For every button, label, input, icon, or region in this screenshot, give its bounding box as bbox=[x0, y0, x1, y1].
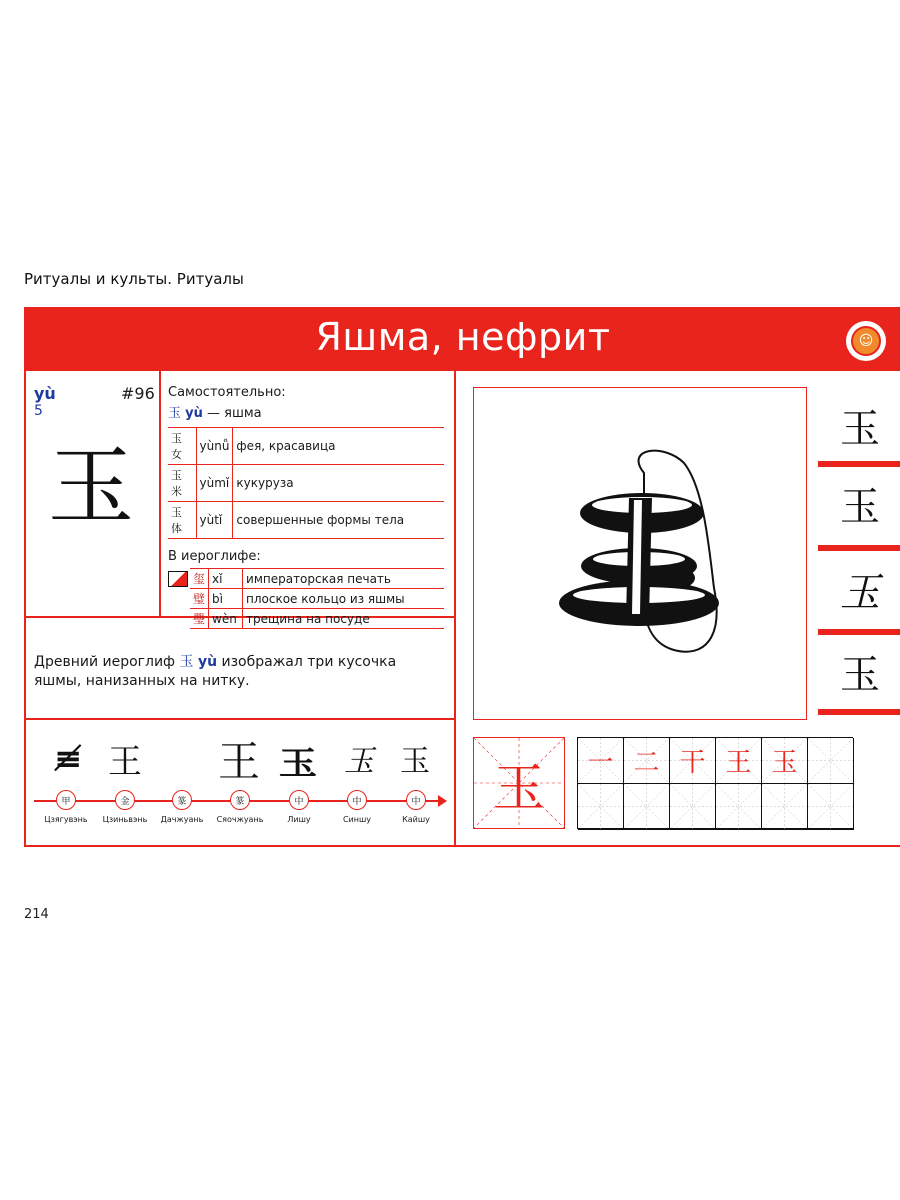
stroke-step: 玉 bbox=[771, 748, 798, 778]
word-pinyin: yùmǐ bbox=[196, 465, 233, 502]
table-row bbox=[168, 609, 444, 629]
evolution-dot-icon: 中 bbox=[406, 790, 426, 810]
practice-cell[interactable] bbox=[716, 738, 762, 784]
word-meaning: фея, красавица bbox=[233, 428, 444, 465]
vocabulary-key bbox=[168, 402, 448, 421]
evolution-glyph: 玉 bbox=[344, 744, 374, 779]
vocabulary-table bbox=[168, 427, 444, 539]
component-pinyin: wèn bbox=[209, 609, 243, 629]
word-meaning: кукуруза bbox=[233, 465, 444, 502]
script-char: 玉 bbox=[840, 652, 880, 698]
practice-cell[interactable] bbox=[762, 738, 808, 784]
practice-cell[interactable] bbox=[808, 738, 854, 784]
evolution-glyph: ≢ bbox=[54, 739, 83, 779]
word-chars: 玉米 bbox=[168, 465, 196, 502]
component-char: 璺 bbox=[190, 609, 209, 629]
component-meaning: императорская печать bbox=[243, 569, 444, 589]
vocabulary-section bbox=[168, 385, 448, 629]
component-meaning: трещина на посуде bbox=[243, 609, 444, 629]
header-bar bbox=[26, 309, 900, 371]
page-number: 214 bbox=[24, 907, 49, 922]
practice-cell[interactable] bbox=[578, 738, 624, 784]
practice-cell[interactable] bbox=[670, 738, 716, 784]
stroke-step: 干 bbox=[679, 748, 706, 778]
timeline-arrow-icon bbox=[438, 795, 447, 807]
evolution-label: Кайшу bbox=[402, 815, 430, 824]
word-pinyin: yùtǐ bbox=[196, 502, 233, 539]
word-chars: 玉女 bbox=[168, 428, 196, 465]
component-marker-icon bbox=[168, 571, 188, 587]
script-char: 玉 bbox=[840, 484, 880, 530]
key-char: 玉 bbox=[168, 406, 182, 421]
evolution-dot-icon: 中 bbox=[347, 790, 367, 810]
word-meaning: совершенные формы тела bbox=[233, 502, 444, 539]
component-pinyin: bì bbox=[209, 589, 243, 609]
component-char: 玺 bbox=[190, 569, 209, 589]
jade-calligraphy-icon bbox=[474, 388, 808, 721]
word-chars: 玉体 bbox=[168, 502, 196, 539]
calligraphy-illustration bbox=[473, 387, 807, 720]
section-title: Ритуалы и культы. Ритуалы bbox=[24, 270, 244, 288]
stroke-step: 二 bbox=[633, 748, 660, 778]
emblem-icon bbox=[846, 321, 886, 361]
stroke-step: 一 bbox=[587, 748, 614, 778]
practice-model-cell bbox=[473, 737, 565, 829]
divider-horizontal-2 bbox=[26, 718, 456, 720]
stroke-order-grid bbox=[577, 737, 853, 829]
script-divider bbox=[818, 545, 900, 551]
lesson-title: Яшма, нефрит bbox=[315, 315, 611, 359]
component-char: 璧 bbox=[190, 589, 209, 609]
table-row bbox=[168, 502, 444, 539]
key-meaning: — яшма bbox=[202, 406, 262, 421]
script-char: 玉 bbox=[840, 406, 880, 452]
script-divider bbox=[818, 461, 900, 467]
evolution-dot-icon: 篆 bbox=[230, 790, 250, 810]
key-pinyin: yù bbox=[185, 406, 203, 421]
components-label: В иероглифе: bbox=[168, 549, 261, 564]
evolution-dot-icon: 金 bbox=[115, 790, 135, 810]
table-row bbox=[168, 589, 444, 609]
description-char: 玉 bbox=[179, 654, 194, 670]
component-meaning: плоское кольцо из яшмы bbox=[243, 589, 444, 609]
lesson-card bbox=[24, 307, 900, 847]
practice-cell[interactable] bbox=[624, 738, 670, 784]
evolution-label: Сяочжуань bbox=[216, 815, 264, 824]
practice-cell[interactable] bbox=[578, 784, 624, 830]
evolution-label: Дачжуань bbox=[160, 815, 204, 824]
practice-cell[interactable] bbox=[762, 784, 808, 830]
table-row bbox=[168, 569, 444, 589]
practice-cell[interactable] bbox=[808, 784, 854, 830]
practice-cell[interactable] bbox=[624, 784, 670, 830]
description-pinyin: yù bbox=[197, 654, 218, 670]
description-text bbox=[34, 653, 434, 691]
component-pinyin: xǐ bbox=[209, 569, 243, 589]
evolution-label: Цзиньвэнь bbox=[102, 815, 148, 824]
table-row bbox=[168, 465, 444, 502]
practice-cell[interactable] bbox=[716, 784, 762, 830]
emblem-face: ☺ bbox=[851, 326, 881, 356]
evolution-label: Цзягувэнь bbox=[44, 815, 88, 824]
components-table bbox=[168, 568, 444, 629]
divider-vertical-left bbox=[159, 371, 161, 618]
table-row bbox=[168, 428, 444, 465]
character-number: #96 bbox=[121, 384, 155, 403]
script-divider bbox=[818, 709, 900, 715]
practice-cell[interactable] bbox=[670, 784, 716, 830]
evolution-label: Синшу bbox=[342, 815, 372, 824]
practice-model-char: 玉 bbox=[492, 758, 545, 819]
vocabulary-label: Самостоятельно: bbox=[168, 385, 286, 400]
word-pinyin: yùnǚ bbox=[196, 428, 233, 465]
stroke-count: 5 bbox=[34, 403, 43, 419]
evolution-glyph: 玉 bbox=[400, 744, 430, 779]
evolution-dot-icon: 甲 bbox=[56, 790, 76, 810]
evolution-glyph: 玉 bbox=[278, 744, 318, 782]
description-before: Древний иероглиф bbox=[34, 654, 180, 670]
stroke-step: 王 bbox=[725, 748, 752, 778]
evolution-dot-icon: 中 bbox=[289, 790, 309, 810]
script-char: 玉 bbox=[840, 570, 880, 616]
description-after: изображал три кусочка яшмы, нанизанных на нитку. bbox=[34, 654, 397, 689]
evolution-glyph: 王 bbox=[218, 737, 261, 786]
divider-vertical-main bbox=[454, 371, 456, 847]
big-character: 玉 bbox=[48, 437, 134, 537]
evolution-label: Лишу bbox=[287, 815, 311, 824]
evolution-dot-icon: 篆 bbox=[172, 790, 192, 810]
evolution-glyph: 王 bbox=[108, 742, 142, 782]
script-divider bbox=[818, 629, 900, 635]
character-pinyin: yù bbox=[34, 384, 56, 403]
